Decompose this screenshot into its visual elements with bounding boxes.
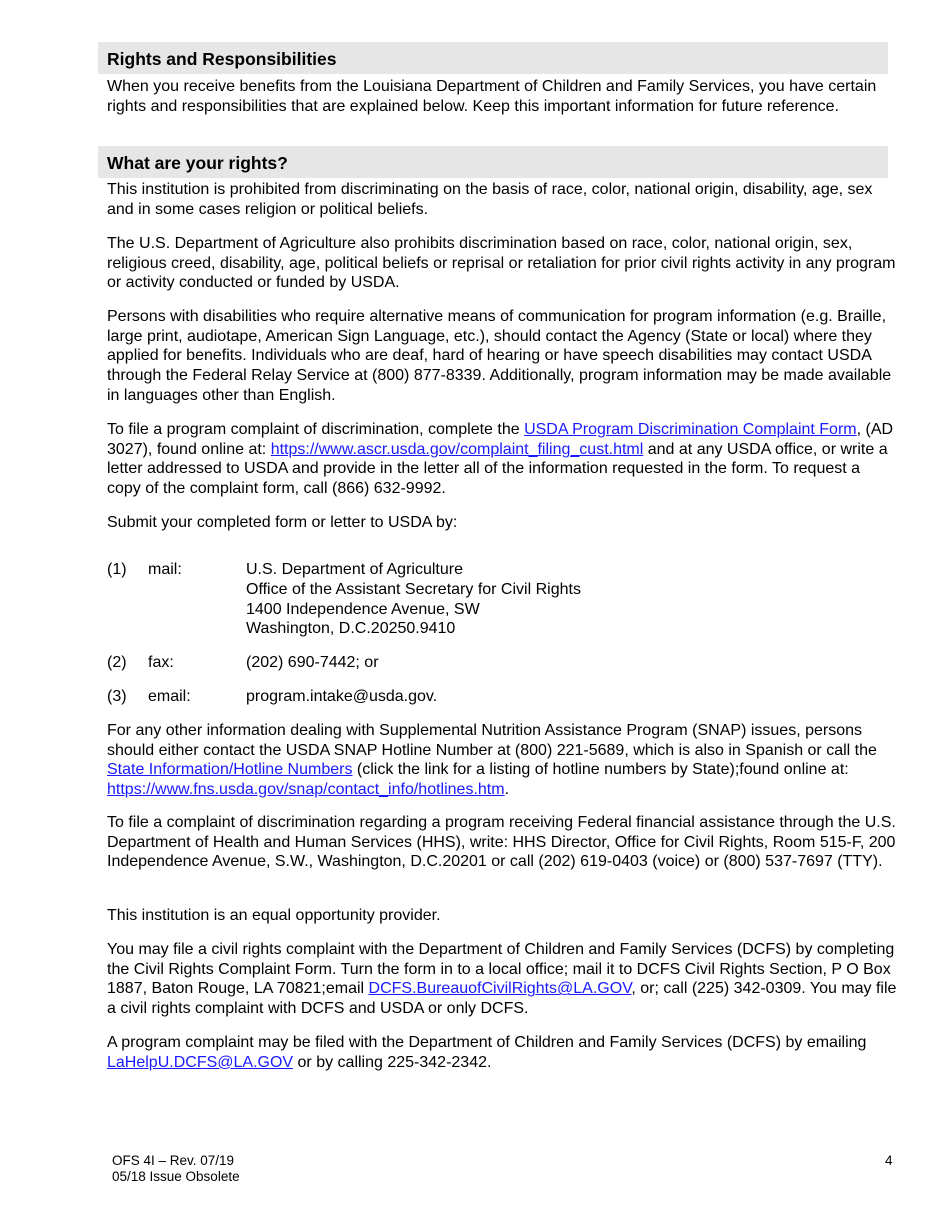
usda-nondiscrimination-paragraph: The U.S. Department of Agriculture also prohibits discrimination based on race, color, national origin, sex, religious creed, disability, age, political beliefs or reprisal or retaliation for prior civil rights activity in any program or activity conducted or funded by USDA. [107,235,896,292]
fax-number: (202) 690-7442; or [246,654,379,671]
mail-address-line: U.S. Department of Agriculture [246,561,463,578]
hhs-complaint-paragraph: To file a complaint of discrimination regarding a program receiving Federal financial assistance through the U.S. Department of Health and Human Services (HHS), write: HHS Director, Office for Civil Rights, Room 515-F, 200 Independence Avenue, S.W., Washington, D.C.20201 or call (202) 619-0403 (voice) or (800) 537-7697 (TTY). [107,814,896,871]
method-number: (3) [107,688,127,705]
method-number: (1) [107,561,127,578]
fns-hotlines-url-link[interactable]: https://www.fns.usda.gov/snap/contact_info/hotlines.htm [107,781,505,799]
disabilities-paragraph: Persons with disabilities who require alternative means of communication for program information (e.g. Braille, large print, audiotape, American Sign Language, etc.), should contact the Agency (State or local) where they applied for benefits. Individuals who are deaf, hard of hearing or have speech disabilities may contact USDA through the Federal Relay Service at (800) 877-8339. Additionally, program information may be made available in languages other than English. [107,308,892,404]
mail-address-line: Office of the Assistant Secretary for Civil Rights [246,581,581,598]
page-number: 4 [885,1153,893,1168]
section-heading-bar [98,42,888,74]
hotline-numbers-link[interactable]: State Information/Hotline Numbers [107,761,353,779]
method-label-fax: fax: [148,654,174,671]
footer-form-id: OFS 4I – Rev. 07/19 [112,1153,235,1168]
section-heading-your-rights: What are your rights? [107,153,288,173]
snap-info-paragraph: For any other information dealing with Supplemental Nutrition Assistance Program (SNAP) issues, persons should either contact the USDA SNAP Hotline Number at (800) 221-5689, which is also in Spanish or call the State Information/Hotline Numbers (click the link for a listing of hotline numbers by State);found online at: https://www.fns.usda.gov/snap/contact_info/hotlines.htm. [107,722,877,799]
equal-opportunity-statement: This institution is an equal opportunity provider. [107,907,441,924]
intro-paragraph: When you receive benefits from the Louisiana Department of Children and Family Services, you have certain rights and responsibilities that are explained below. Keep this important information for future reference. [107,78,877,115]
mail-address-line: 1400 Independence Avenue, SW [246,601,480,618]
section-heading-bar [98,146,888,178]
mail-address-line: Washington, D.C.20250.9410 [246,620,456,637]
email-address: program.intake@usda.gov. [246,688,438,705]
method-label-mail: mail: [148,561,182,578]
footer-obsolete-note: 05/18 Issue Obsolete [112,1169,240,1184]
method-label-email: email: [148,688,191,705]
dcfs-program-complaint-paragraph: A program complaint may be filed with the Department of Children and Family Services (DCFS) by emailing LaHelpU.DCFS@LA.GOV or by calling 225-342-2342. [107,1034,867,1071]
lahelpu-email-link[interactable]: LaHelpU.DCFS@LA.GOV [107,1053,294,1071]
submit-instructions: Submit your completed form or letter to USDA by: [107,514,458,531]
complaint-filing-paragraph: To file a program complaint of discrimination, complete the USDA Program Discrimination Complaint Form, (AD 3027), found online at: https://www.ascr.usda.gov/complaint_filing_cust.html and at any USDA office, or write a letter addressed to USDA and provide in the letter all of the information requested in the form. To request a copy of the complaint form, call (866) 632-9992. [107,421,894,498]
section-heading-rights-responsibilities: Rights and Responsibilities [107,49,337,69]
dcfs-civil-rights-paragraph: You may file a civil rights complaint with the Department of Children and Family Services (DCFS) by completing the Civil Rights Complaint Form. Turn the form in to a local office; mail it to DCFS Civil Rights Section, P O Box 1887, Baton Rouge, LA 70821;email DCFS.BureauofCivilRights@LA.GOV, or; call (225) 342-0309. You may file a civil rights complaint with DCFS and USDA or only DCFS. [107,941,897,1018]
complaint-form-link[interactable]: USDA Program Discrimination Complaint Form [524,421,857,438]
ascr-url-link[interactable]: https://www.ascr.usda.gov/complaint_filing_cust.html [270,440,644,458]
method-number: (2) [107,654,127,671]
nondiscrimination-paragraph: This institution is prohibited from discriminating on the basis of race, color, national origin, disability, age, sex and in some cases religion or political beliefs. [107,181,873,218]
dcfs-civil-rights-email-link[interactable]: DCFS.BureauofCivilRights@LA.GOV [368,980,632,998]
